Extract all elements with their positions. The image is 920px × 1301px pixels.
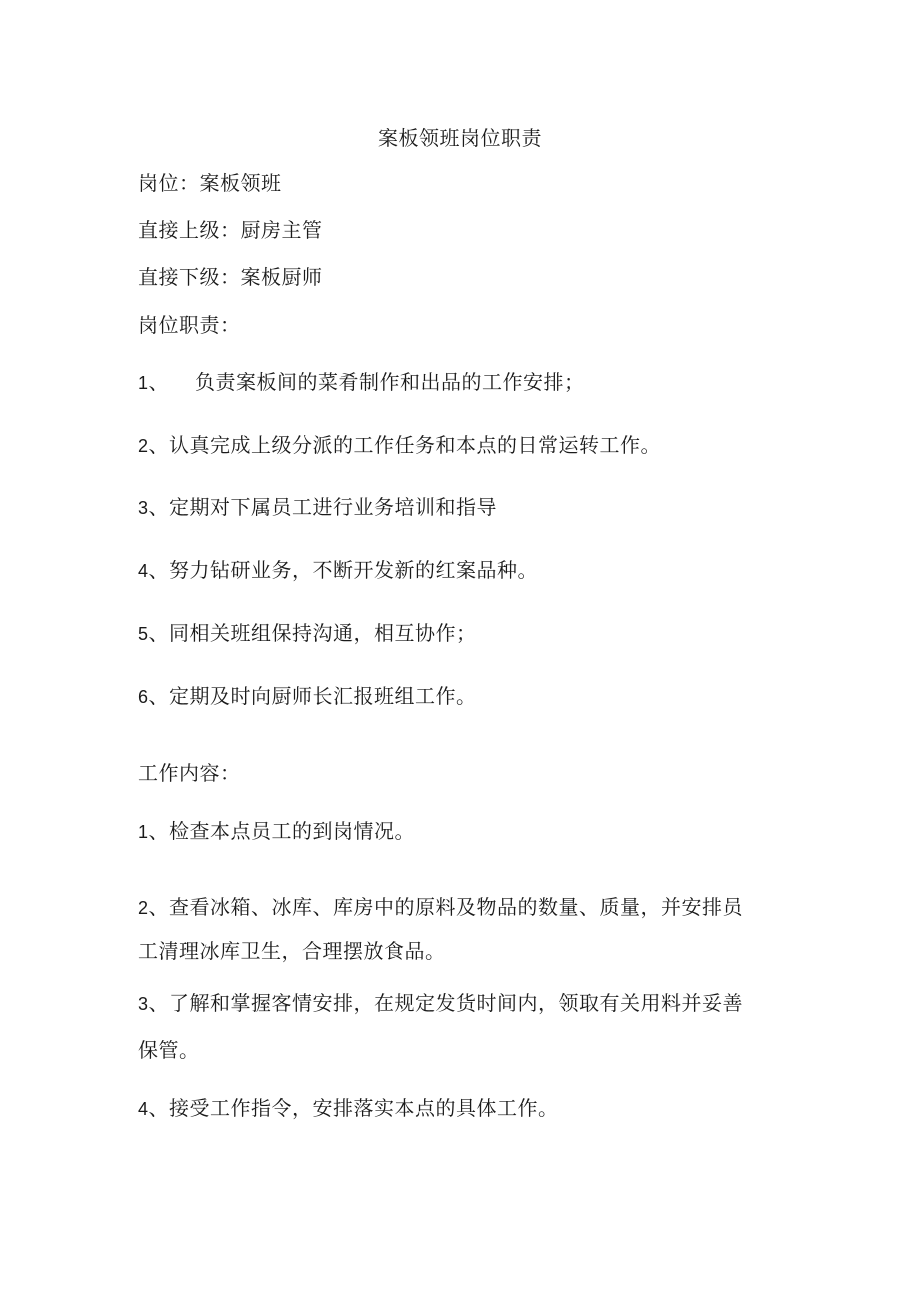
work-item-2: [138, 894, 743, 921]
work-item-3-continued: 保管。: [138, 1038, 200, 1062]
work-text: 、检查本点员工的到岗情况。: [148, 819, 416, 843]
work-heading: 工作内容：: [138, 761, 241, 785]
duty-text: 、认真完成上级分派的工作任务和本点的日常运转工作。: [148, 433, 662, 457]
duty-number: 3: [138, 498, 149, 518]
document-title: 案板领班岗位职责: [378, 126, 542, 150]
duty-number: 2: [138, 436, 149, 456]
duty-item-5: [138, 620, 477, 647]
position-line: 岗位：案板领班: [138, 171, 282, 195]
work-text: 、查看冰箱、冰库、库房中的原料及物品的数量、质量，并安排员: [148, 895, 744, 919]
duty-text: 负责案板间的菜肴制作和出品的工作安排；: [195, 370, 585, 394]
work-number: 4: [138, 1099, 149, 1119]
duty-number: 5: [138, 624, 149, 644]
duty-number: 6: [138, 687, 149, 707]
work-text: 、了解和掌握客情安排，在规定发货时间内，领取有关用料并妥善: [148, 991, 744, 1015]
work-number: 3: [138, 994, 149, 1014]
duty-text: 、定期及时向厨师长汇报班组工作。: [148, 684, 477, 708]
duty-text: 、努力钻研业务，不断开发新的红案品种。: [148, 558, 539, 582]
work-text: 、接受工作指令，安排落实本点的具体工作。: [148, 1096, 559, 1120]
work-item-3: [138, 990, 743, 1017]
subordinate-line: 直接下级：案板厨师: [138, 265, 323, 289]
duty-item-4: [138, 557, 538, 584]
work-item-2-continued: 工清理冰库卫生，合理摆放食品。: [138, 939, 446, 963]
duty-item-3: [138, 494, 497, 521]
duty-text: 、定期对下属员工进行业务培训和指导: [148, 495, 498, 519]
duties-heading: 岗位职责：: [138, 313, 241, 337]
superior-line: 直接上级：厨房主管: [138, 218, 323, 242]
duty-item-6: [138, 683, 477, 710]
duty-number: 1: [138, 373, 149, 393]
duty-item-1: [138, 369, 585, 396]
duty-text: 、同相关班组保持沟通，相互协作；: [148, 621, 477, 645]
work-number: 2: [138, 898, 149, 918]
work-item-4: [138, 1095, 559, 1122]
work-number: 1: [138, 822, 149, 842]
duty-item-2: [138, 432, 661, 459]
work-item-1: [138, 818, 415, 845]
duty-number: 4: [138, 561, 149, 581]
duty-separator: 、: [148, 370, 170, 394]
